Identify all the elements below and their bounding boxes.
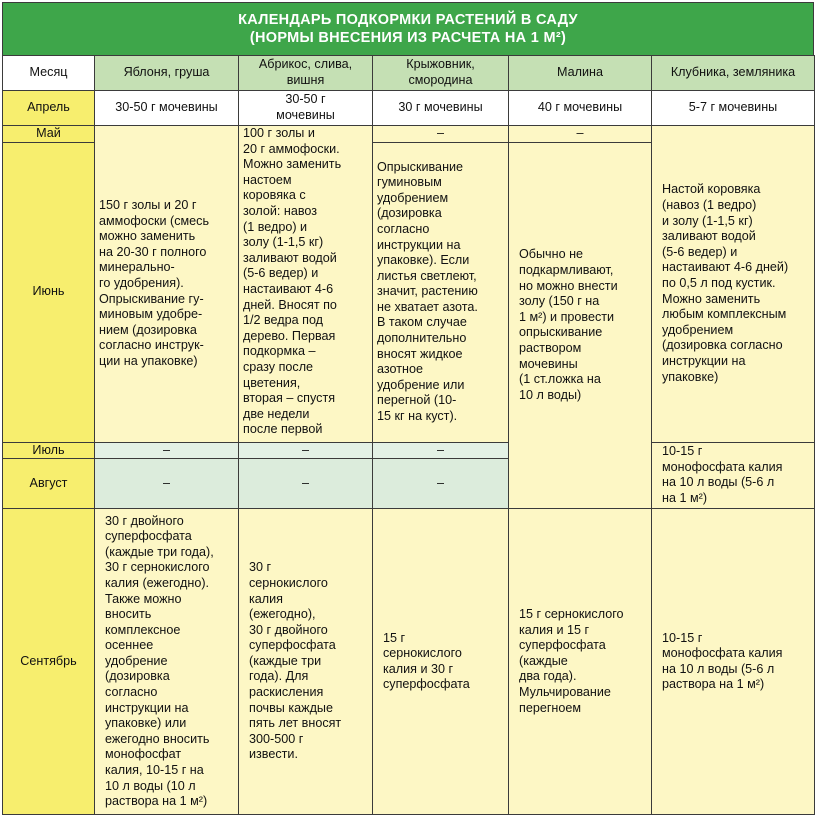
header-strawberry: Клубника, земляника: [652, 56, 815, 91]
row-july: [3, 442, 815, 459]
calendar-subtitle: (НОРМЫ ВНЕСЕНИЯ ИЗ РАСЧЕТА НА 1 М²): [249, 30, 567, 46]
may-gooseberry-cell: –: [373, 126, 509, 143]
month-june: Июнь: [3, 142, 95, 442]
july-apple-cell: –: [95, 442, 239, 459]
june-raspberry-cell: Обычно не подкармливают, но можно внести золу (150 г на 1 м²) и провести опрыскивание раствором мочевины (1 ст.ложка на 10 л воды): [509, 142, 652, 509]
may-june-strawberry-cell: Настой коровяка (навоз (1 ведро) и золу (1-1,5 кг) заливают водой (5-6 ведер) и настаивают 4-6 дней) по 0,5 л под кустик. Можно заменить любым комплексным удобрением (дозировка согласно инструкции на упаковке): [652, 126, 815, 443]
september-apricot-cell: 30 г сернокислого калия (ежегодно), 30 г двойного суперфосфата (каждые три года). Для раскисления почвы каждые пять лет вносят 300-500 г извести.: [239, 509, 373, 815]
august-gooseberry-cell: –: [373, 459, 509, 509]
may-june-apricot-cell: 100 г золы и 20 г аммофоски. Можно заменить настоем коровяка с золой: навоз (1 ведро) и золу (1-1,5 кг) заливают водой (5-6 ведер) и настаивают 4-6 дней. Вносят по 1/2 ведра под дерево. Первая подкормка – сразу после цветения, вторая – спустя две недели после первой: [239, 126, 373, 443]
april-apple-cell: 30-50 г мочевины: [95, 91, 239, 126]
month-april: Апрель: [3, 91, 95, 126]
september-raspberry-cell: 15 г сернокислого калия и 15 г суперфосфата (каждые два года). Мульчирование перегноем: [509, 509, 652, 815]
header-apple-pear: Яблоня, груша: [95, 56, 239, 91]
may-raspberry-cell: –: [509, 126, 652, 143]
august-apricot-cell: –: [239, 459, 373, 509]
july-gooseberry-cell: –: [373, 442, 509, 459]
april-strawberry-cell: 5-7 г мочевины: [652, 91, 815, 126]
month-july: Июль: [3, 442, 95, 459]
row-september: [3, 509, 815, 815]
july-apricot-cell: –: [239, 442, 373, 459]
row-may: [3, 126, 815, 143]
feeding-table: [2, 55, 815, 815]
april-apricot-cell: 30-50 г мочевины: [239, 91, 373, 126]
header-apricot-plum-cherry: Абрикос, слива, вишня: [239, 56, 373, 91]
header-raspberry: Малина: [509, 56, 652, 91]
calendar-title-banner: [2, 2, 814, 55]
september-gooseberry-cell: 15 г сернокислого калия и 30 г суперфосфата: [373, 509, 509, 815]
september-apple-cell: 30 г двойного суперфосфата (каждые три года), 30 г сернокислого калия (ежегодно). Также можно вносить комплексное осеннее удобрение (дозировка согласно инструкции на упаковке) или ежегодно вносить монофосфат калия, 10-15 г на 10 л воды (10 л раствора на 1 м²): [95, 509, 239, 815]
header-gooseberry-currant: Крыжовник, смородина: [373, 56, 509, 91]
header-row: [3, 56, 815, 91]
month-may: Май: [3, 126, 95, 143]
header-month: Месяц: [3, 56, 95, 91]
july-august-strawberry-cell: 10-15 г монофосфата калия на 10 л воды (5-6 л на 1 м²): [652, 442, 815, 509]
august-apple-cell: –: [95, 459, 239, 509]
feeding-calendar: [2, 2, 814, 815]
calendar-title: КАЛЕНДАРЬ ПОДКОРМКИ РАСТЕНИЙ В САДУ: [238, 12, 578, 28]
june-apple-cell: 150 г золы и 20 г аммофоски (смесь можно заменить на 20-30 г полного минерально- го удобрения). Опрыскивание гу- миновым удобре- нием (дозировка согласно инструк- ции на упаковке): [95, 126, 239, 443]
september-strawberry-cell: 10-15 г монофосфата калия на 10 л воды (5-6 л раствора на 1 м²): [652, 509, 815, 815]
month-august: Август: [3, 459, 95, 509]
april-gooseberry-cell: 30 г мочевины: [373, 91, 509, 126]
april-raspberry-cell: 40 г мочевины: [509, 91, 652, 126]
month-september: Сентябрь: [3, 509, 95, 815]
row-april: [3, 91, 815, 126]
june-gooseberry-cell: Опрыскивание гуминовым удобрением (дозировка согласно инструкции на упаковке). Если листья светлеют, значит, растению не хватает азота. В таком случае дополнительно вносят жидкое азотное удобрение или перегной (10- 15 кг на куст).: [373, 142, 509, 442]
